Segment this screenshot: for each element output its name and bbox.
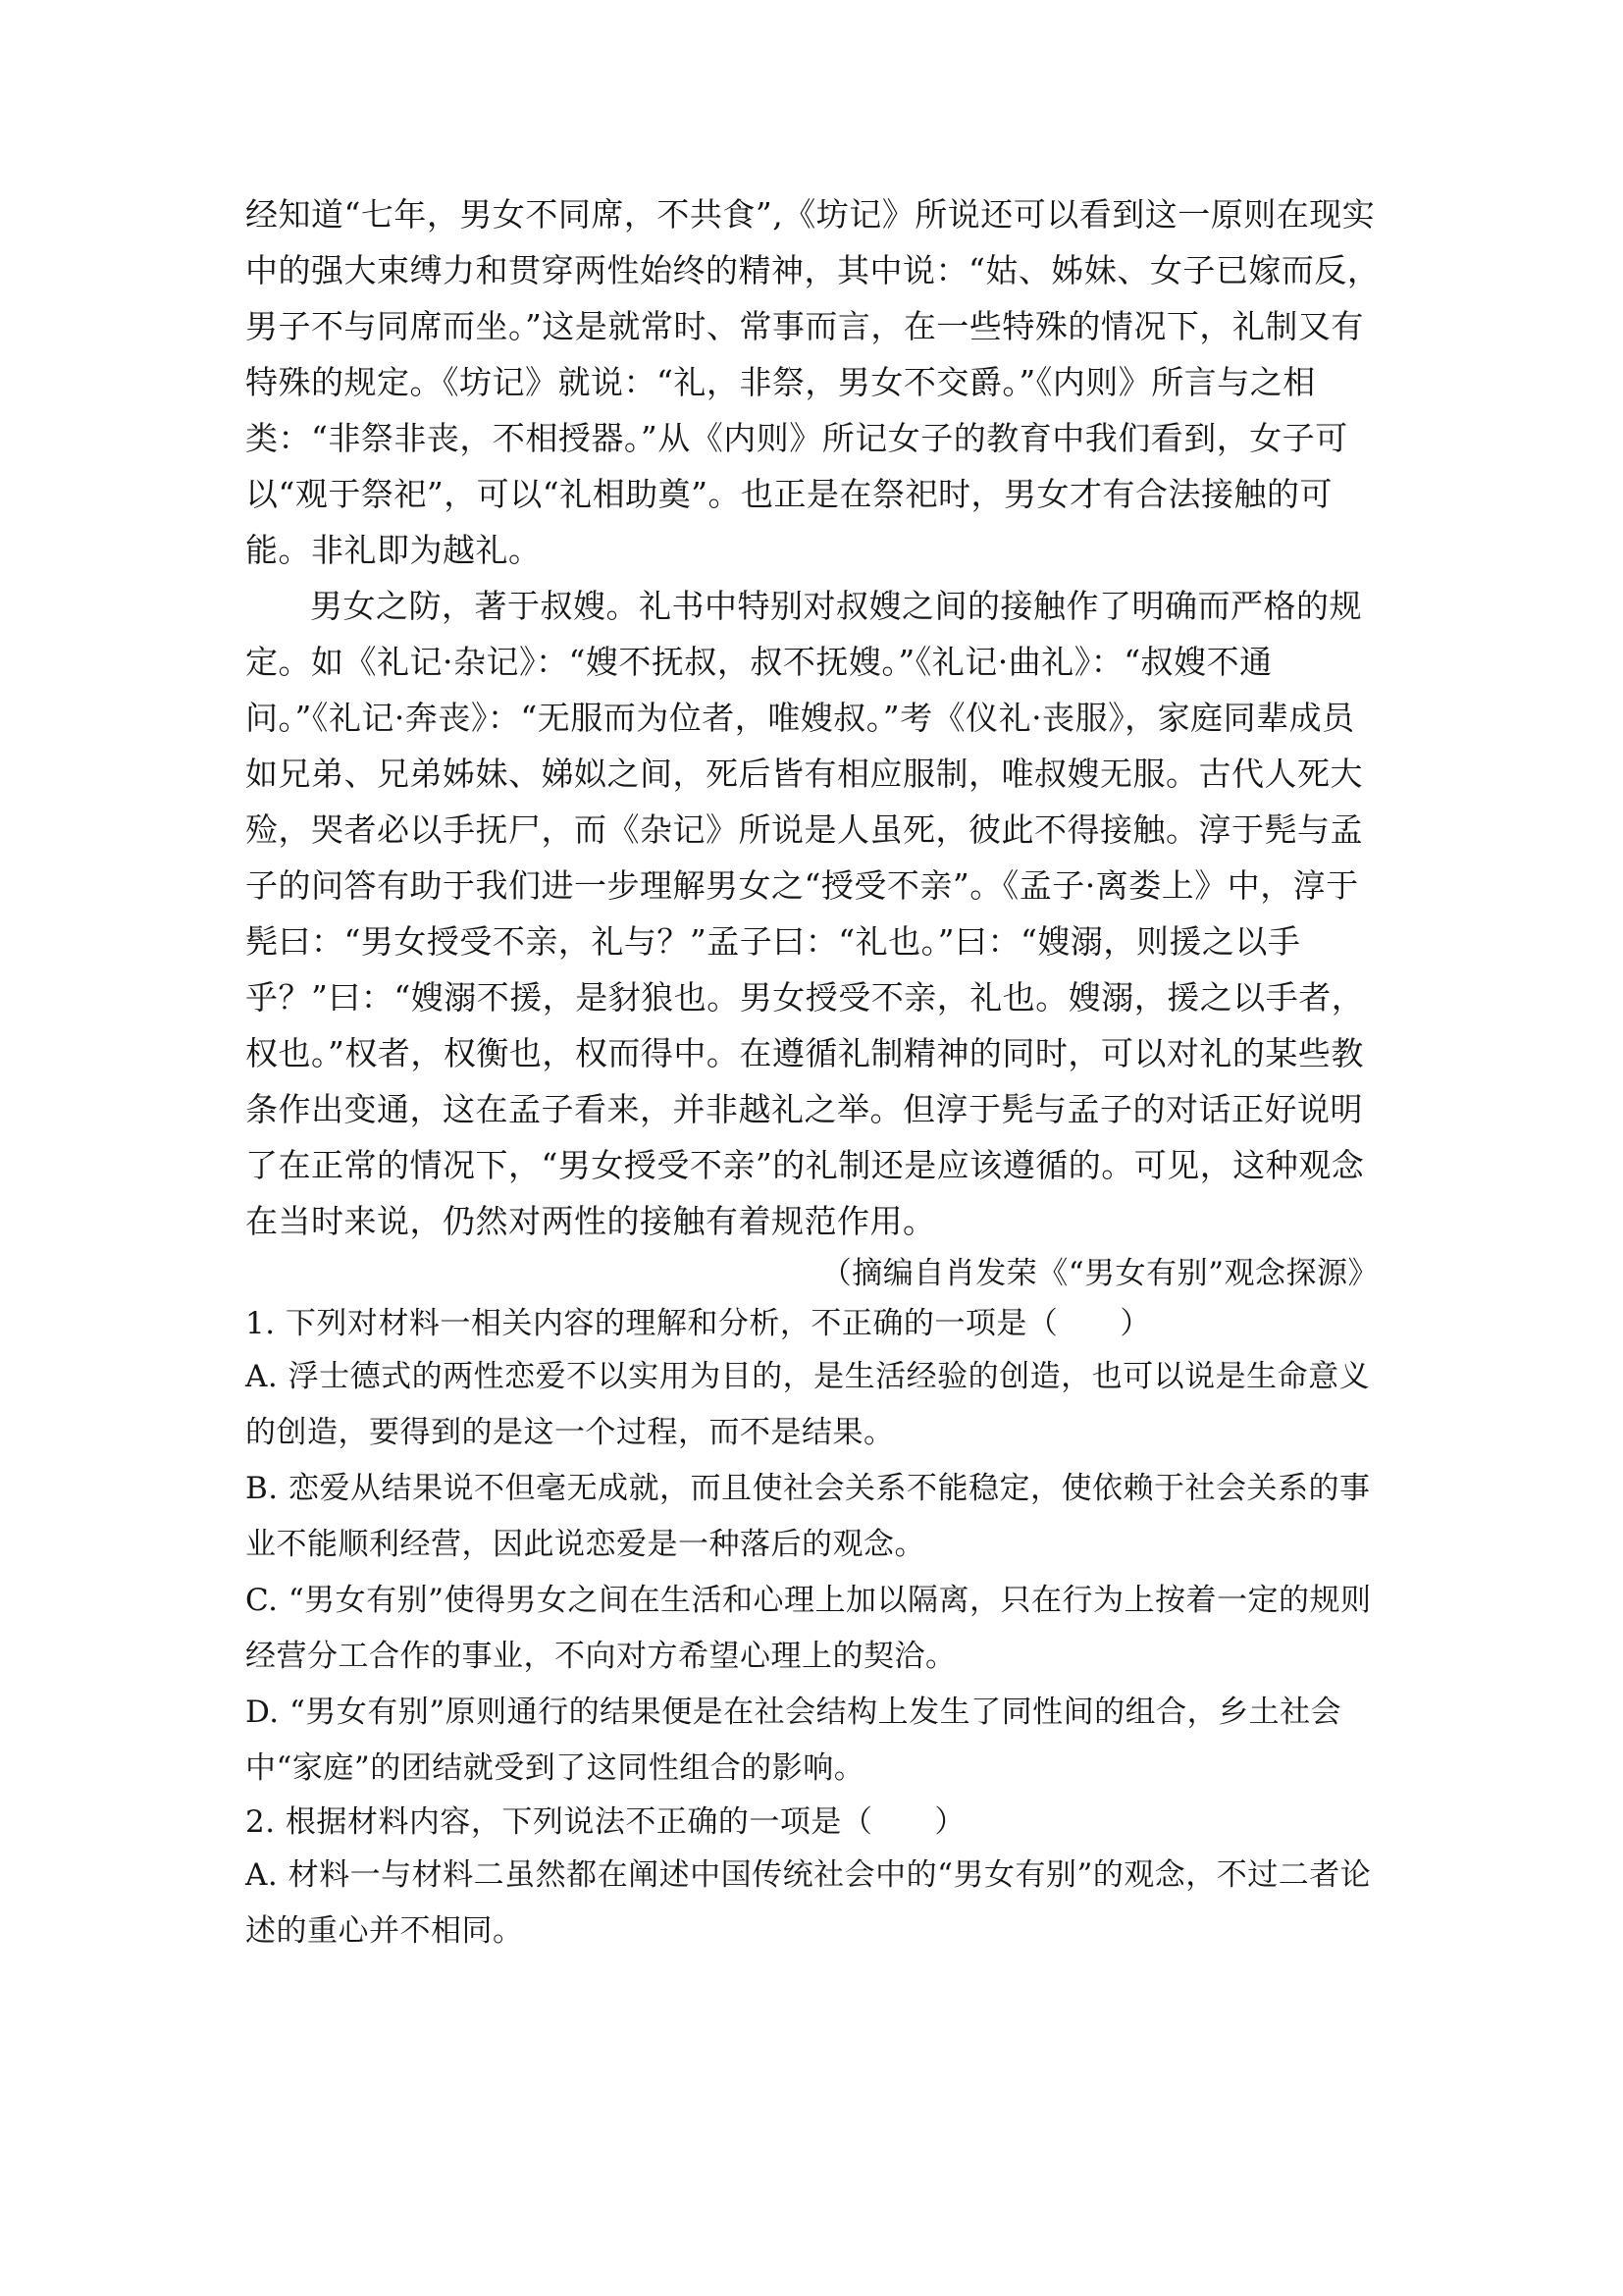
question-2-option-a[interactable]: A. 材料一与材料二虽然都在阐述中国传统社会中的“男女有别”的观念，不过二者论述的重心并不相同。: [245, 1857, 1372, 1949]
passage-source: （摘编自肖发荣《“男女有别”观念探源》: [820, 1256, 1379, 1291]
document-page: [245, 186, 1384, 1959]
question-1-option-b[interactable]: B. 恋爱从结果说不但毫无成就，而且使社会关系不能稳定，使依赖于社会关系的事业不能顺利经营，因此说恋爱是一种落后的观念。: [245, 1471, 1371, 1562]
question-1-stem: 1. 下列对材料一相关内容的理解和分析，不正确的一项是（ ）: [245, 1306, 1151, 1341]
question-1-option-d[interactable]: D. “男女有别”原则通行的结果便是在社会结构上发生了同性间的组合，乡土社会中“家庭”的团结就受到了这同性组合的影响。: [245, 1695, 1342, 1786]
question-2-stem: 2. 根据材料内容，下列说法不正确的一项是（ ）: [245, 1804, 966, 1840]
passage-paragraph-2: 男女之防，著于叔嫂。礼书中特别对叔嫂之间的接触作了明确而严格的规定。如《礼记·杂记》：“嫂不抚叔，叔不抚嫂。”《礼记·曲礼》：“叔嫂不通问。”《礼记·奔丧》：“无服而为位者，唯嫂叔。”考《仪礼·丧服》，家庭同辈成员如兄弟、兄弟姊妹、娣姒之间，死后皆有相应服制，唯叔嫂无服。古代人死大殓，哭者必以手抚尸，而《杂记》所说是人虽死，彼此不得接触。淳于髡与孟子的问答有助于我们进一步理解男女之“授受不亲”。《孟子·离娄上》中，淳于髡曰：“男女授受不亲，礼与？”孟子曰：“礼也。”曰：“嫂溺，则援之以手乎？”曰：“嫂溺不援，是豺狼也。男女授受不亲，礼也。嫂溺，援之以手者，权也。”权者，权衡也，权而得中。在遵循礼制精神的同时，可以对礼的某些教条作出变通，这在孟子看来，并非越礼之举。但淳于髡与孟子的对话正好说明了在正常的情况下，“男女授受不亲”的礼制还是应该遵循的。可见，这种观念在当时来说，仍然对两性的接触有着规范作用。: [245, 587, 1365, 1240]
question-1-option-c[interactable]: C. “男女有别”使得男女之间在生活和心理上加以隔离，只在行为上按着一定的规则经营分工合作的事业，不向对方希望心理上的契洽。: [245, 1583, 1372, 1674]
passage-paragraph-1: 经知道“七年，男女不同席，不共食”,《坊记》所说还可以看到这一原则在现实中的强大束缚力和贯穿两性始终的精神，其中说：“姑、姊妹、女子已嫁而反，男子不与同席而坐。”这是就常时、常事而言，在一些特殊的情况下，礼制又有特殊的规定。《坊记》就说：“礼，非祭，男女不交爵。”《内则》所言与之相类：“非祭非丧，不相授器。”从《内则》所记女子的教育中我们看到，女子可以“观于祭祀”，可以“礼相助奠”。也正是在祭祀时，男女才有合法接触的可能。非礼即为越礼。: [245, 195, 1381, 569]
question-1-option-a[interactable]: A. 浮士德式的两性恋爱不以实用为目的，是生活经验的创造，也可以说是生命意义的创造，要得到的是这一个过程，而不是结果。: [245, 1359, 1371, 1450]
